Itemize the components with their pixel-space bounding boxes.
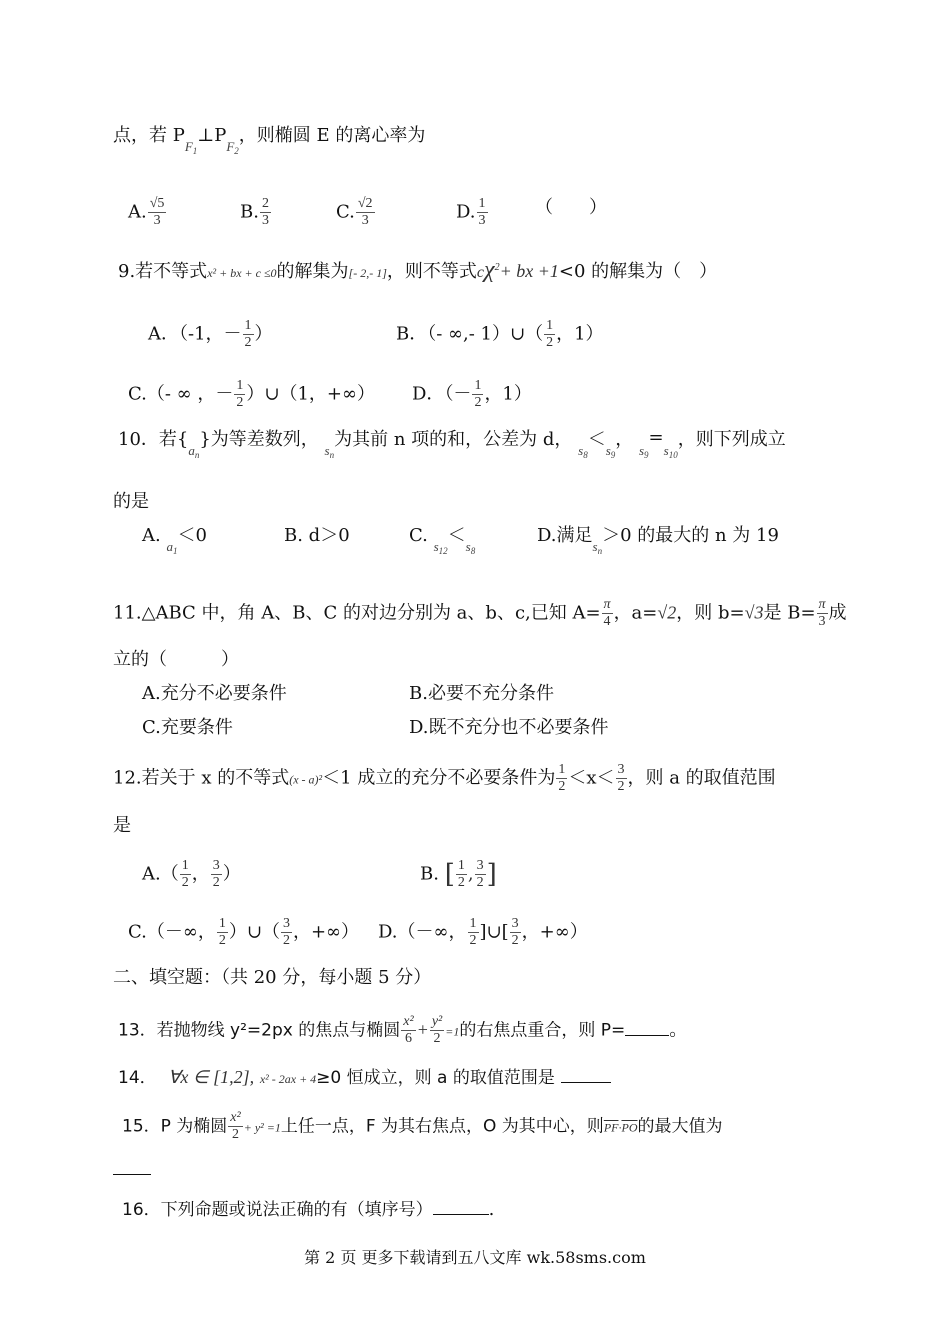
q8-option-d: D. $\frac{1}{3}$ <box>456 196 486 228</box>
q9-option-b: B．（- ∞,- 1）∪（ $\frac{1}{2}$ ，1） <box>396 318 604 350</box>
q8-option-b: B. $\frac{2}{3}$ <box>240 196 269 228</box>
q15-answer-line <box>113 1156 151 1182</box>
q9-option-d: D．（－ $\frac{1}{2}$ ，1） <box>412 378 532 410</box>
q11-option-b: B.必要不充分条件 <box>409 683 554 704</box>
q9-option-c: C.（- ∞ ，－ $\frac{1}{2}$ ）∪（1，+∞） <box>128 378 376 410</box>
q10-option-a: A. $_{a_1}$＜0 <box>142 525 207 556</box>
q12-option-c: C.（－∞， $\frac{1}{2}$ ）∪（ $\frac{3}{2}$ ，+∞） <box>128 916 360 948</box>
q11-option-a: A.充分不必要条件 <box>142 683 287 704</box>
q9-ineq1: x² + bx + c ≤0 <box>207 266 277 280</box>
q12-option-b: B. [ $\frac{1}{2}$ , $\frac{3}{2}$ ] <box>420 858 497 890</box>
q10-option-c: C. $_{s_{12}}<_{s_8}$ <box>409 525 476 556</box>
q9-interval: [- 2,- 1] <box>348 266 387 280</box>
q8-answer-paren: （ ） <box>535 197 607 218</box>
q11-stem-line2: 立的（ ） <box>113 649 239 670</box>
q9-stem: 9.若不等式x² + bx + c ≤0的解集为[- 2,- 1]，则不等式$c\chi^2+$ bx +1<0 的解集为（ ） <box>118 257 718 283</box>
q12-option-a: A.（ $\frac{1}{2}$ ， $\frac{3}{2}$ ） <box>142 858 241 890</box>
q14-stem: 14． ∀x ∈ [1,2], x² - 2ax + 4≥0 恒成立，则 a 的取值范围是 <box>118 1064 611 1091</box>
q8-option-a: A. $\frac{√5}{3}$ <box>128 196 165 228</box>
q16-stem: 16．下列命题或说法正确的有（填序号） . <box>122 1196 494 1222</box>
q8-text-pre: 点，若 P <box>113 125 185 146</box>
q10-stem: 10．若$\{_{a_n}\}$为等差数列， $_{s_n}$为其前 n 项的和，公差为 d， $_{s_8}<_{s_9}$， $_{s_9}=_{s_{10}}$，则下列成立 <box>118 427 786 460</box>
page-footer: 第 2 页 更多下载请到五八文库 wk.58sms.com <box>304 1248 646 1267</box>
q10-option-d: D.满足$_{s_n}$＞0 的最大的 n 为 19 <box>537 525 779 556</box>
q12-option-d: D.（－∞， $\frac{1}{2}$ ]∪[ $\frac{3}{2}$ ，+∞） <box>378 916 588 948</box>
q8-perp: ⊥P <box>197 125 227 146</box>
q9-option-a: A．（-1，－ $\frac{1}{2}$ ） <box>148 318 273 350</box>
q8-text-post: ，则椭圆 E 的离心率为 <box>238 125 426 146</box>
q15-stem: 15．P 为椭圆 $\frac{\text{x²}}{2}$ + y² =1上任一点，F 为其右焦点，O 为其中心，则$\overline{PF}\cdot\overline{PO}$的最大值为 <box>122 1110 723 1142</box>
q12-stem-line2: 是 <box>113 815 131 836</box>
q8-stem-tail <box>113 124 426 156</box>
q11-stem: 11.△ABC 中，角 A、B、C 的对边分别为 a、b、c,已知 A= $\frac{\pi}{4}$ ，a=√2，则 b=√3是 B= $\frac{\pi}{3}$ 成 <box>113 597 847 629</box>
q12-stem: 12.若关于 x 的不等式(x - a)²＜1 成立的充分不必要条件为 $\frac{1}{2}$ ＜x＜ $\frac{3}{2}$ ，则 a 的取值范围 <box>113 762 776 794</box>
q11-option-d: D.既不充分也不必要条件 <box>409 717 609 738</box>
q8-option-c: C. $\frac{√2}{3}$ <box>336 196 373 228</box>
q13-stem: 13．若抛物线 y²=2px 的焦点与椭圆 $\frac{\text{x²}}{6}$ + $\frac{\text{y²}}{2}$ =1的右焦点重合，则 P= 。 <box>118 1014 688 1046</box>
q16-answer-blank[interactable] <box>433 1196 489 1215</box>
section-fill-in-title: 二、填空题：（共 20 分，每小题 5 分） <box>113 967 432 988</box>
q8-f2: F2 <box>226 139 239 156</box>
q15-answer-blank[interactable] <box>113 1156 151 1175</box>
q14-answer-blank[interactable] <box>561 1064 611 1083</box>
q10-option-b: B. d＞0 <box>284 525 350 546</box>
q11-option-c: C.充要条件 <box>142 717 233 738</box>
q10-stem-line2: 的是 <box>113 491 149 512</box>
q13-answer-blank[interactable] <box>625 1017 669 1036</box>
q8-f1: F1 <box>184 139 198 156</box>
